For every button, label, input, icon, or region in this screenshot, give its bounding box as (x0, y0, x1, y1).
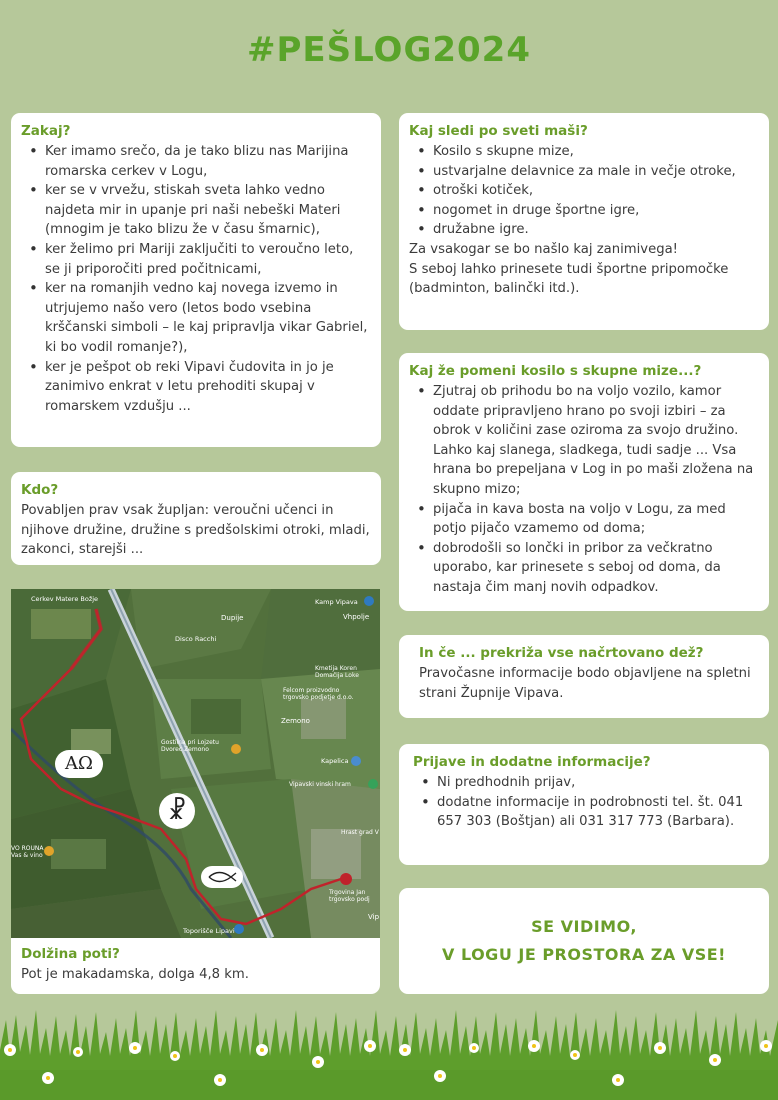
rain-text: Pravočasne informacije bodo objavljene na spletni strani Župnije Vipava. (419, 666, 751, 701)
after-mass-line1: Za vsakogar se bo našlo kaj zanimivega! (409, 241, 678, 257)
map-label-toporisce: Toporišče Lipavi (183, 927, 235, 935)
slogan-line1: SE VIDIMO, (531, 917, 637, 936)
lunch-heading: Kaj že pomeni kosilo s skupne mize...? (409, 363, 702, 379)
map-label-kmetija: Kmetija Koren Domačija Loke (315, 665, 359, 679)
list-item: • dobrodošli so lončki in pribor za večkratno uporabo, kar prinesete s seboj od doma, da nastaja čim manj novih odpadkov. (409, 539, 759, 598)
list-item: • ustvarjalne delavnice za male in večje otroke, (409, 162, 759, 182)
page-title: #PEŠLOG2024 (246, 30, 531, 70)
map-label-kamp: Kamp Vipava (315, 598, 358, 606)
alpha-omega-symbol: ΑΩ (55, 750, 103, 778)
map-label-disco: Disco Racchi (175, 635, 217, 643)
list-item: • družabne igre. (409, 220, 759, 240)
slogan-card (399, 888, 769, 994)
map-label-vhpolje: Vhpolje (343, 613, 370, 621)
map-label-trgovina: Trgovina Jan trgovsko podj (329, 889, 370, 903)
list-item: • ker se v vrvežu, stiskah sveta lahko vedno najdeta mir in upanje pri naši nebeški Materi (mnogim je tako blizu že v času šmarnic), (21, 181, 371, 240)
list-item: • ker je pešpot ob reki Vipavi čudovita in jo je zanimivo enkrat v letu prehoditi skupaj v romarskem vzdušju ... (21, 358, 371, 417)
who-heading: Kdo? (21, 482, 59, 498)
why-list (21, 142, 371, 416)
who-text: Povabljen prav vsak župljan: veroučni učenci in njihove družine, družine s predšolskimi otroki, mladi, zakonci, starejši ... (21, 503, 370, 558)
list-item: • dodatne informacije in podrobnosti tel. št. 041 657 303 (Boštjan) ali 031 317 773 (Barbara). (413, 793, 759, 832)
list-item: • nogomet in druge športne igre, (409, 201, 759, 221)
list-item: • pijača in kava bosta na voljo v Logu, za med potjo pijačo vzamemo od doma; (409, 500, 759, 539)
lunch-card (399, 353, 769, 611)
after-mass-heading: Kaj sledi po sveti maši? (409, 123, 588, 139)
map-label-gostilna: Gostilna pri Lojzetu Dvorec Zemono (161, 739, 219, 753)
slogan-line2: V LOGU JE PROSTORA ZA VSE! (442, 945, 726, 964)
route-map (11, 589, 380, 938)
after-mass-list (409, 142, 759, 240)
signup-card (399, 744, 769, 865)
map-label-rouna: VO ROUNA Vas & vino (11, 845, 44, 859)
why-heading: Zakaj? (21, 123, 71, 139)
chi-rho-symbol: ☧ (159, 793, 195, 829)
length-text: Pot je makadamska, dolga 4,8 km. (21, 967, 249, 982)
map-label-zemono: Zemono (281, 717, 310, 725)
list-item: • Ni predhodnih prijav, (413, 773, 759, 793)
list-item: • ker na romanjih vedno kaj novega izvemo in utrjujemo našo vero (letos bodo vsebina krščanski simboli – le kaj pripravlja vikar Gabriel, ki bo vodil romanje?), (21, 279, 371, 357)
list-item: • Zjutraj ob prihodu bo na voljo vozilo, kamor oddate pripravljeno hrano po svoji izbiri – za obrok v količini zase oziroma za svojo družino. Lahko kaj slanega, sladkega, tudi sadje ... Vsa hrana bo prepeljana v Log in po maši zložena na skupno mizo; (409, 382, 759, 500)
fish-symbol-icon (201, 866, 243, 888)
map-label-kapelica: Kapelica (321, 757, 349, 765)
map-label-dupije: Dupije (221, 614, 244, 622)
list-item: • otroški kotiček, (409, 181, 759, 201)
signup-list (413, 773, 759, 832)
who-card (11, 472, 381, 565)
map-label-vipavski: Vipavski vinski hram (289, 781, 351, 788)
list-item: • Kosilo s skupne mize, (409, 142, 759, 162)
after-mass-line2: S seboj lahko prinesete tudi športne pripomočke (badminton, balinčki itd.). (409, 261, 729, 297)
length-card (11, 938, 380, 994)
map-label-felcom: Felcom proizvodno trgovsko podjetje d.o.o. (283, 687, 354, 701)
rain-card (399, 635, 769, 718)
map-label-vip: Vip (368, 913, 380, 921)
map-label-hrast: Hrast grad V (341, 829, 379, 836)
rain-heading: In če ... prekriža vse načrtovano dež? (419, 645, 704, 661)
why-card (11, 113, 381, 447)
lunch-list (409, 382, 759, 598)
after-mass-card (399, 113, 769, 330)
list-item: • ker želimo pri Mariji zaključiti to veroučno leto, se ji priporočiti pred počitnicami, (21, 240, 371, 279)
length-heading: Dolžina poti? (21, 946, 120, 962)
signup-heading: Prijave in dodatne informacije? (413, 754, 651, 770)
list-item: • Ker imamo srečo, da je tako blizu nas Marijina romarska cerkev v Logu, (21, 142, 371, 181)
map-label-church: Cerkev Matere Božje (31, 595, 99, 603)
grass-decoration (0, 1010, 778, 1100)
